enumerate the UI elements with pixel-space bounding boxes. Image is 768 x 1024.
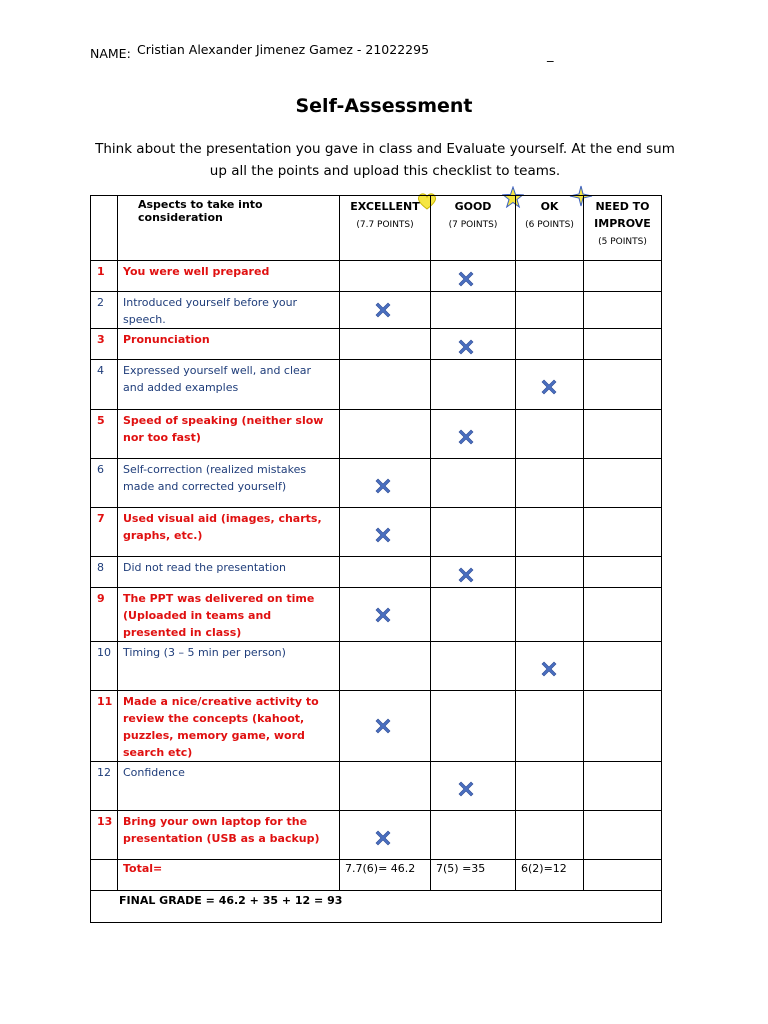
rating-cell-good[interactable] — [431, 508, 516, 557]
totals-num-cell — [91, 860, 118, 891]
total-good: 7(5) =35 — [431, 860, 516, 891]
rating-cell-excellent[interactable] — [340, 459, 431, 508]
intro-text: Think about the presentation you gave in class and Evaluate yourself. At the end sum up all the points and upload this checklist to teams. — [95, 141, 675, 179]
total-improve — [584, 860, 662, 891]
assessment-table — [90, 195, 662, 923]
totals-row — [91, 860, 662, 891]
table-row — [91, 292, 662, 329]
good-label: GOOD — [454, 200, 492, 213]
total-excellent: 7.7(6)= 46.2 — [340, 860, 431, 891]
rating-cell-improve[interactable] — [584, 360, 662, 410]
excellent-label: EXCELLENT — [350, 200, 420, 213]
improve-label-2: IMPROVE — [594, 217, 651, 230]
x-mark-icon — [375, 830, 391, 846]
rating-cell-ok[interactable] — [516, 557, 584, 588]
totals-label: Total= — [118, 860, 340, 891]
x-mark-icon — [375, 478, 391, 494]
total-ok: 6(2)=12 — [516, 860, 584, 891]
ok-label: OK — [540, 200, 559, 213]
excellent-points: (7.7 POINTS) — [356, 220, 414, 230]
row-aspect: Made a nice/creative activity to review the concepts (kahoot, puzzles, memory game, word search etc) — [118, 691, 340, 762]
row-number: 4 — [91, 360, 118, 410]
row-number: 6 — [91, 459, 118, 508]
rating-cell-good[interactable] — [431, 811, 516, 860]
table-row — [91, 642, 662, 691]
row-aspect: Expressed yourself well, and clear and added examples — [118, 360, 340, 410]
table-row — [91, 329, 662, 360]
rating-cell-good[interactable] — [431, 329, 516, 360]
x-mark-icon — [458, 567, 474, 583]
row-number: 10 — [91, 642, 118, 691]
final-grade-row — [91, 891, 662, 923]
name-label: NAME: — [90, 46, 131, 61]
rating-cell-excellent[interactable] — [340, 588, 431, 642]
rating-cell-good[interactable] — [431, 410, 516, 459]
x-mark-icon — [458, 429, 474, 445]
row-number: 11 — [91, 691, 118, 762]
rating-cell-good[interactable] — [431, 459, 516, 508]
rating-cell-good[interactable] — [431, 292, 516, 329]
row-aspect: Self-correction (realized mistakes made and corrected yourself) — [118, 459, 340, 508]
table-row — [91, 261, 662, 292]
rating-cell-improve[interactable] — [584, 642, 662, 691]
x-mark-icon — [375, 302, 391, 318]
rating-cell-excellent[interactable] — [340, 508, 431, 557]
rating-cell-ok[interactable] — [516, 811, 584, 860]
improve-label-1: NEED TO — [595, 200, 650, 213]
rating-cell-excellent[interactable] — [340, 642, 431, 691]
rating-cell-good[interactable] — [431, 642, 516, 691]
row-number: 2 — [91, 292, 118, 329]
x-mark-icon — [458, 339, 474, 355]
row-aspect: You were well prepared — [118, 261, 340, 292]
rating-cell-good[interactable] — [431, 557, 516, 588]
header-ok — [516, 196, 584, 261]
rating-cell-ok[interactable] — [516, 762, 584, 811]
row-aspect: Timing (3 – 5 min per person) — [118, 642, 340, 691]
row-number: 5 — [91, 410, 118, 459]
row-aspect: Used visual aid (images, charts, graphs, etc.) — [118, 508, 340, 557]
rating-cell-good[interactable] — [431, 360, 516, 410]
rating-cell-good[interactable] — [431, 762, 516, 811]
rating-cell-improve[interactable] — [584, 588, 662, 642]
rating-cell-excellent[interactable] — [340, 360, 431, 410]
rating-cell-improve[interactable] — [584, 261, 662, 292]
x-mark-icon — [458, 271, 474, 287]
rating-cell-excellent[interactable] — [340, 811, 431, 860]
rating-cell-improve[interactable] — [584, 329, 662, 360]
rating-cell-improve[interactable] — [584, 762, 662, 811]
header-excellent — [340, 196, 431, 261]
x-mark-icon — [375, 527, 391, 543]
rating-cell-improve[interactable] — [584, 557, 662, 588]
rating-cell-ok[interactable] — [516, 410, 584, 459]
rating-cell-improve[interactable] — [584, 292, 662, 329]
table-row — [91, 557, 662, 588]
rating-cell-good[interactable] — [431, 261, 516, 292]
table-row — [91, 691, 662, 762]
row-aspect: Introduced yourself before your speech. — [118, 292, 340, 329]
header-improve — [584, 196, 662, 261]
rating-cell-improve[interactable] — [584, 459, 662, 508]
rating-cell-improve[interactable] — [584, 508, 662, 557]
rating-cell-excellent[interactable] — [340, 261, 431, 292]
row-number: 13 — [91, 811, 118, 860]
header-aspects: Aspects to take into consideration — [118, 196, 340, 261]
header-row — [91, 196, 662, 261]
good-points: (7 POINTS) — [448, 220, 498, 230]
x-mark-icon — [541, 661, 557, 677]
rating-cell-improve[interactable] — [584, 410, 662, 459]
ok-points: (6 POINTS) — [525, 220, 574, 230]
row-aspect: Confidence — [118, 762, 340, 811]
x-mark-icon — [541, 379, 557, 395]
rating-cell-excellent[interactable] — [340, 292, 431, 329]
row-number: 8 — [91, 557, 118, 588]
rating-cell-good[interactable] — [431, 588, 516, 642]
row-number: 9 — [91, 588, 118, 642]
rating-cell-ok[interactable] — [516, 588, 584, 642]
table-row — [91, 762, 662, 811]
rating-cell-excellent[interactable] — [340, 762, 431, 811]
rating-cell-excellent[interactable] — [340, 691, 431, 762]
rating-cell-improve[interactable] — [584, 691, 662, 762]
row-aspect: Pronunciation — [118, 329, 340, 360]
rating-cell-ok[interactable] — [516, 459, 584, 508]
row-number: 12 — [91, 762, 118, 811]
row-number: 7 — [91, 508, 118, 557]
rating-cell-ok[interactable] — [516, 691, 584, 762]
row-number: 1 — [91, 261, 118, 292]
row-aspect: The PPT was delivered on time (Uploaded in teams and presented in class) — [118, 588, 340, 642]
row-number: 3 — [91, 329, 118, 360]
table-row — [91, 360, 662, 410]
x-mark-icon — [458, 781, 474, 797]
row-aspect: Speed of speaking (neither slow nor too fast) — [118, 410, 340, 459]
row-aspect: Did not read the presentation — [118, 557, 340, 588]
final-grade: FINAL GRADE = 46.2 + 35 + 12 = 93 — [91, 891, 662, 923]
rating-cell-ok[interactable] — [516, 329, 584, 360]
rating-cell-ok[interactable] — [516, 261, 584, 292]
page-title: Self-Assessment — [295, 95, 473, 117]
x-mark-icon — [375, 607, 391, 623]
rating-cell-excellent[interactable] — [340, 557, 431, 588]
x-mark-icon — [375, 718, 391, 734]
rating-cell-excellent[interactable] — [340, 329, 431, 360]
table-row — [91, 459, 662, 508]
rating-cell-ok[interactable] — [516, 508, 584, 557]
rating-cell-ok[interactable] — [516, 642, 584, 691]
name-value: Cristian Alexander Jimenez Gamez - 21022295 — [137, 42, 430, 57]
rating-cell-improve[interactable] — [584, 811, 662, 860]
header-good — [431, 196, 516, 261]
table-row — [91, 508, 662, 557]
rating-cell-ok[interactable] — [516, 360, 584, 410]
improve-points: (5 POINTS) — [598, 237, 647, 247]
row-aspect: Bring your own laptop for the presentation (USB as a backup) — [118, 811, 340, 860]
table-row — [91, 811, 662, 860]
table-row — [91, 410, 662, 459]
header-num-cell — [91, 196, 118, 261]
rating-cell-good[interactable] — [431, 691, 516, 762]
rating-cell-excellent[interactable] — [340, 410, 431, 459]
table-row — [91, 588, 662, 642]
name-underscore: _ — [547, 48, 554, 63]
rating-cell-ok[interactable] — [516, 292, 584, 329]
